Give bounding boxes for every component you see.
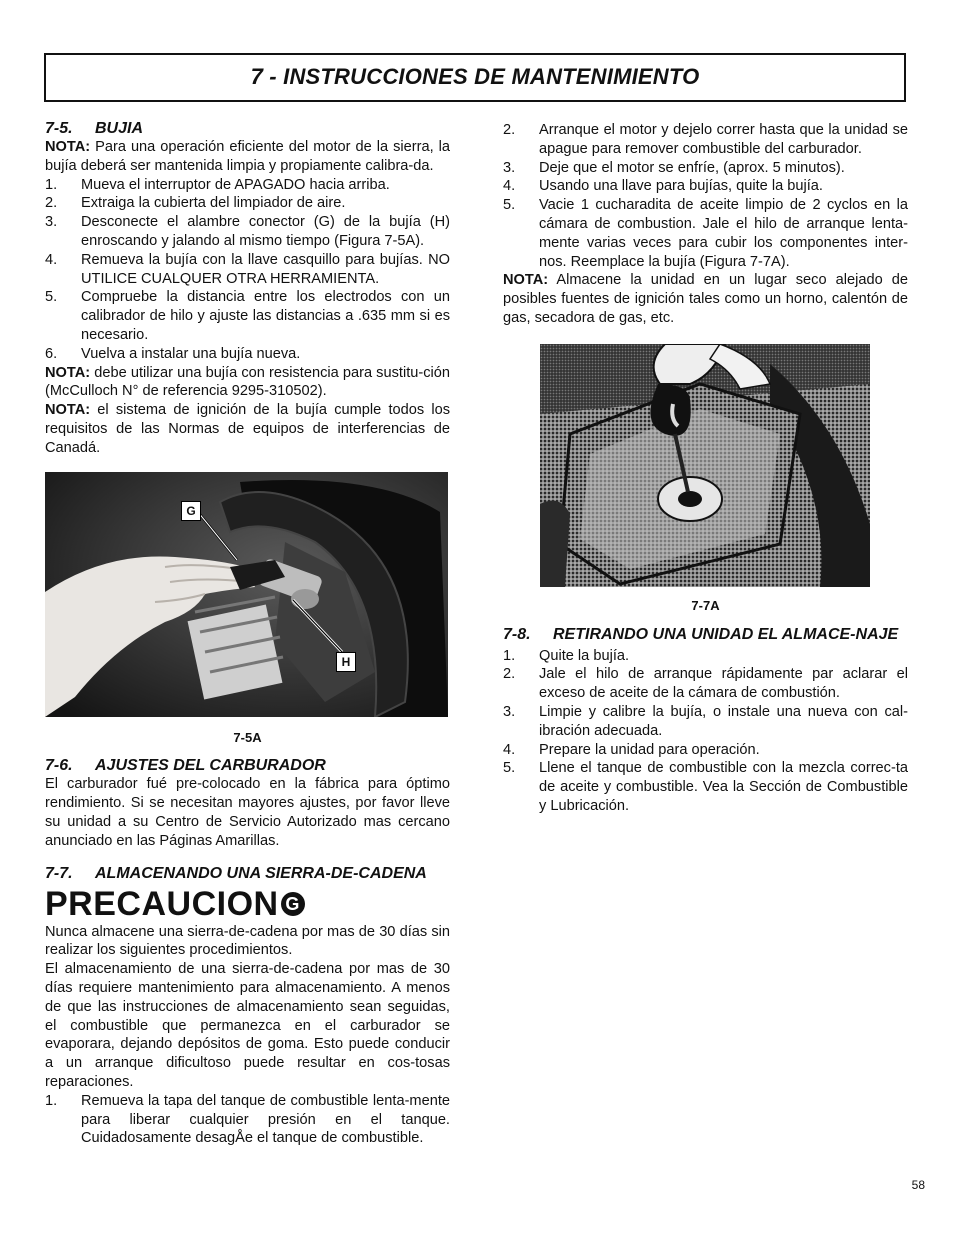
list-item: 5. Llene el tanque de combustible con la mezcla correc-ta de aceite y combustible. Vea la Sección de Combustible y Lubricación. <box>503 760 908 814</box>
list-item: 2. Jale el hilo de arranque rápidamente par aclarar el exceso de aceite de la cámara de combustión. <box>503 666 908 702</box>
heading-7-5 <box>45 120 450 138</box>
figure-caption: 7-5A <box>233 729 262 745</box>
heading-text: BUJIA <box>95 120 144 137</box>
paragraph: Nunca almacene una sierra-de-cadena por mas de 30 días sin realizar los siguientes procedimientos. <box>45 923 450 959</box>
list-item: 2. Arranque el motor y dejelo correr hasta que la unidad se apague para remover combustible del carburador. <box>503 122 908 157</box>
list-item: 3. Limpie y calibre la bujía, o instale una nueva con cal-ibración adecuada. <box>503 703 908 739</box>
heading-number: 7-5. <box>45 120 73 137</box>
note-paragraph <box>45 138 450 176</box>
list-item: 3. Deje que el motor se enfríe, (aprox. 5 minutos). <box>503 159 845 176</box>
section-title: 7 - INSTRUCCIONES DE MANTENIMIENTO <box>250 64 700 90</box>
list-item: 4. Remueva la bujía con la llave casquillo para bujías. NO UTILICE CUALQUER OTRA HERRAMIENTA. <box>45 251 450 287</box>
right-column <box>503 121 908 816</box>
left-column <box>45 120 450 1148</box>
figure-spark-plug <box>45 472 448 717</box>
list-item: 1. Remueva la tapa del tanque de combustible lenta-mente para liberar cualquier presión en el tanque. Cuidadosamente desagÅe el tanque de combustible. <box>45 1092 450 1147</box>
steps-list <box>503 647 908 816</box>
list-item: 5. Vacie 1 cucharadita de aceite limpio de 2 cyclos en la cámara de combustion. Jale el hilo de arranque lenta-mente varias veces para cubir los componentes inter-nos. Reemplace la bujía (Figura 7-7A). <box>503 197 908 270</box>
steps-list <box>45 176 450 364</box>
list-item: 2. Extraiga la cubierta del limpiador de aire. <box>45 195 346 212</box>
figure-oil-pour <box>540 344 870 587</box>
list-item: 1. Quite la bujía. <box>503 647 630 664</box>
paragraph: El carburador fué pre-colocado en la fábrica para óptimo rendimiento. Si se necesitan mayores ajustes, por favor lleve su unidad a su Centro de Servicio Autorizado mas cercano anunciado en las Páginas Amarillas. <box>45 776 450 849</box>
figure-caption: 7-7A <box>691 597 720 613</box>
note-text: Para una operación eficiente del motor de la sierra, la bujía deberá ser mantenida limpia y propiamente calibra-da. <box>45 139 450 174</box>
page-number: 58 <box>911 1178 925 1193</box>
heading-7-8: 7-8. RETIRANDO UNA UNIDAD EL ALMACE-NAJE <box>503 625 899 643</box>
list-item: 4. Usando una llave para bujías, quite la bujía. <box>503 178 823 195</box>
list-item: 5. Compruebe la distancia entre los electrodos con un calibrador de hilo y ajuste las distancias a .635 mm si es necesario. <box>45 289 450 343</box>
precaution-heading <box>45 884 450 923</box>
section-header <box>44 53 906 102</box>
figure-label-h: H <box>336 652 356 672</box>
note-label: NOTA: <box>45 139 91 155</box>
steps-list <box>503 121 908 271</box>
figure-label-g: G <box>181 501 201 521</box>
g-symbol-icon: G <box>281 892 305 916</box>
list-item: 1. Mueva el interruptor de APAGADO hacia arriba. <box>45 176 390 193</box>
spark-plug-photo <box>45 472 448 717</box>
list-item: 6. Vuelva a instalar una bujía nueva. <box>45 345 301 362</box>
note-paragraph: NOTA: el sistema de ignición de la bujía cumple todos los requisitos de las Normas de equipos de interferencias de Canadá. <box>45 402 450 456</box>
precaution-text: PRECAUCION <box>45 884 279 923</box>
oil-pour-photo <box>540 344 870 587</box>
heading-7-6: 7-6. AJUSTES DEL CARBURADOR <box>45 757 326 775</box>
paragraph: El almacenamiento de una sierra-de-cadena por mas de 30 días requiere mantenimiento para almacenamiento. A menos de que las instrucciones de almacenamiento sean seguidas, el combustible que permanezca en el carburador se evaporara, dejando depósitos de goma. Esto puede conducir a un arranque dificultoso puede resultar en cos-tosas reparaciones. <box>45 961 450 1090</box>
steps-list <box>45 1092 450 1148</box>
list-item: 3. Desconecte el alambre conector (G) de la bujía (H) enroscando y jalando al mismo tiempo (Figura 7-5A). <box>45 214 450 249</box>
note-paragraph: NOTA: debe utilizar una bujía con resistencia para sustitu-ción (McCulloch N° de referencia 9295-310502). <box>45 364 450 400</box>
note-paragraph: NOTA: Almacene la unidad en un lugar seco alejado de posibles fuentes de ignición tales como un horno, calentón de gas, secadora de gas, etc. <box>503 272 908 326</box>
heading-7-7: 7-7. ALMACENANDO UNA SIERRA-DE-CADENA <box>45 864 427 882</box>
list-item: 4. Prepare la unidad para operación. <box>503 741 760 758</box>
